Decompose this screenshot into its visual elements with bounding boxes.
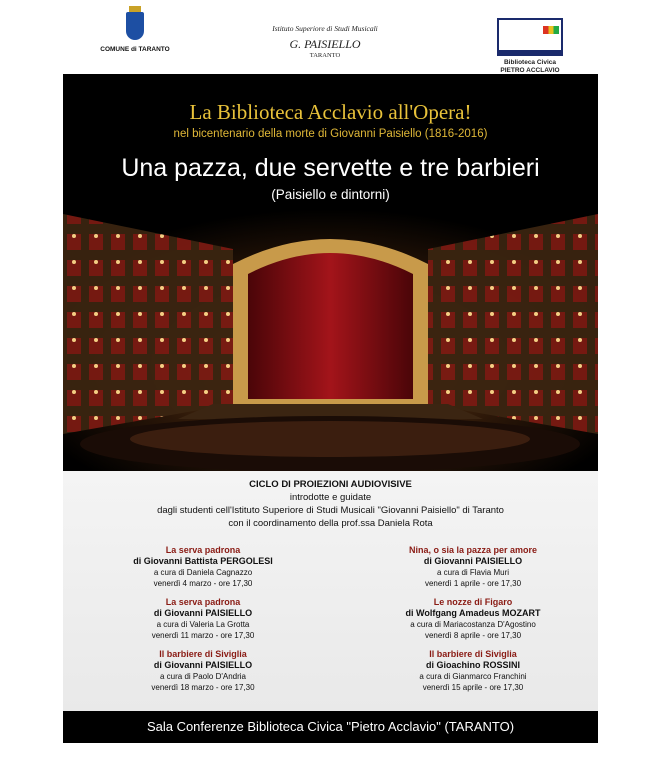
film-right-3 (363, 649, 583, 693)
film-date: venerdì 1 aprile - ore 17,30 (424, 579, 522, 588)
film-left-2 (103, 597, 303, 641)
film-date: venerdì 11 marzo - ore 17,30 (151, 631, 255, 640)
film-title: Nina, o sia la pazza per amore (408, 545, 538, 555)
poster-title: La Biblioteca Acclavio all'Opera! (189, 100, 472, 124)
film-date: venerdì 8 aprile - ore 17,30 (424, 631, 522, 640)
intro-heading: CICLO DI PROIEZIONI AUDIOVISIVE (249, 479, 412, 490)
film-title: Il barbiere di Siviglia (429, 649, 517, 659)
intro-line3: dagli studenti cell'Istituto Superiore di Studi Musicali "Giovanni Paisiello" di Taranto (157, 505, 504, 516)
intro-line2: introdotte e guidate (289, 492, 372, 503)
film-title: Le nozze di Figaro (433, 597, 513, 607)
intro-line4: con il coordinamento della prof.ssa Daniela Rota (228, 518, 433, 529)
conservatory-name: Istituto Superiore di Studi Musicali (272, 24, 378, 33)
film-left-1 (103, 545, 303, 589)
film-author: di Giovanni PAISIELLO (153, 608, 253, 618)
film-title: La serva padrona (165, 545, 241, 555)
comune-logo-label: COMUNE di TARANTO (100, 46, 170, 53)
library-logo-line1: Biblioteca Civica (503, 59, 557, 66)
conservatory-city: TARANTO (309, 52, 341, 59)
film-author: di Wolfgang Amadeus MOZART (405, 608, 541, 618)
venue-footer: Sala Conferenze Biblioteca Civica "Pietro Acclavio" (TARANTO) (63, 711, 598, 743)
film-date: venerdì 18 marzo - ore 17,30 (151, 683, 255, 692)
paisiello-signature: G. PAISIELLO (289, 37, 361, 51)
film-title: La serva padrona (165, 597, 241, 607)
film-author: di Giovanni Battista PERGOLESI (133, 556, 273, 566)
film-curator: a cura di Flavia Muri (436, 568, 510, 577)
film-curator: a cura di Valeria La Grotta (156, 620, 250, 629)
film-curator: a cura di Paolo D'Andria (159, 672, 247, 681)
film-date: venerdì 15 aprile - ore 17,30 (422, 683, 524, 692)
film-curator: a cura di Gianmarco Franchini (419, 672, 527, 681)
library-building-icon (497, 18, 563, 56)
film-curator: a cura di Mariacostanza D'Agostino (410, 620, 536, 629)
film-title: Il barbiere di Siviglia (159, 649, 247, 659)
poster-headline: Una pazza, due servette e tre barbieri (121, 154, 540, 182)
poster-banner (63, 74, 598, 471)
poster-subtitle: nel bicentenario della morte di Giovanni Paisiello (1816-2016) (173, 128, 488, 140)
film-left-3 (103, 649, 303, 693)
film-author: di Giovanni PAISIELLO (153, 660, 253, 670)
film-author: di Gioachino ROSSINI (425, 660, 520, 670)
film-curator: a cura di Daniela Cagnazzo (153, 568, 253, 577)
comune-logo (100, 12, 170, 53)
conservatory-logo (255, 24, 395, 59)
schedule-section (63, 471, 598, 711)
poster-subheadline: (Paisiello e dintorni) (271, 187, 390, 202)
library-logo-line2: PIETRO ACCLAVIO (500, 67, 560, 74)
film-author: di Giovanni PAISIELLO (423, 556, 523, 566)
city-crest-icon (126, 12, 144, 40)
library-logo (485, 18, 575, 75)
film-right-1 (363, 545, 583, 589)
film-date: venerdì 4 marzo - ore 17,30 (153, 579, 253, 588)
film-right-2 (363, 597, 583, 641)
